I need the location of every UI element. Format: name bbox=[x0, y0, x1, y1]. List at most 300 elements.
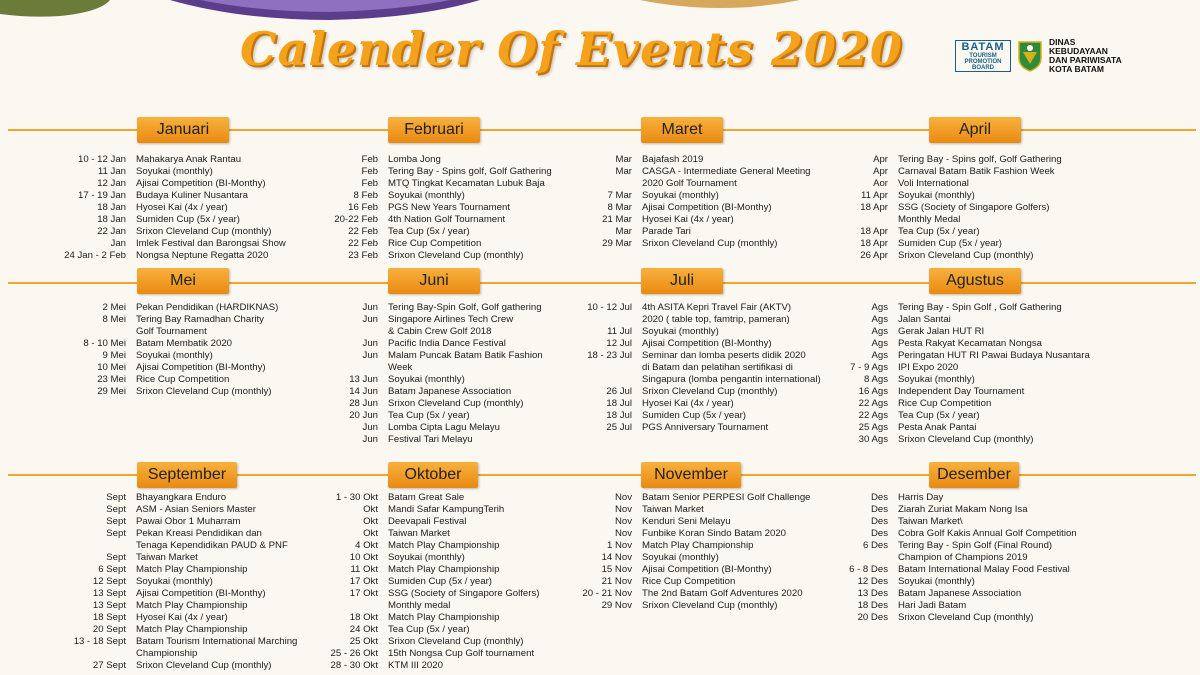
event-row bbox=[262, 238, 508, 250]
event-date: 6 - 8 Des bbox=[849, 564, 888, 575]
event-row bbox=[516, 564, 772, 576]
event-row bbox=[772, 588, 1022, 600]
event-date: 2 Mei bbox=[102, 302, 126, 313]
event-row bbox=[10, 492, 256, 504]
event-row bbox=[772, 386, 1025, 398]
event-date: Aor bbox=[873, 178, 888, 189]
event-name: Taiwan Market bbox=[388, 528, 450, 539]
event-row bbox=[516, 492, 811, 504]
event-name: Ajisai Competition (BI-Monthy) bbox=[642, 338, 772, 349]
event-date: 17 Okt bbox=[349, 588, 378, 599]
event-date: 24 Okt bbox=[349, 624, 378, 635]
event-row bbox=[772, 238, 1018, 250]
event-date: Sept bbox=[106, 492, 126, 503]
event-date: Jun bbox=[362, 422, 378, 433]
month-events-februari bbox=[262, 154, 552, 262]
event-row bbox=[516, 362, 793, 374]
event-name: Tea Cup (5x / year) bbox=[388, 624, 470, 635]
event-row bbox=[10, 166, 256, 178]
event-row bbox=[10, 190, 256, 202]
event-row bbox=[10, 552, 256, 564]
event-row bbox=[10, 636, 298, 648]
event-name: Rice Cup Competition bbox=[898, 398, 992, 409]
event-date: 8 Feb bbox=[353, 190, 378, 201]
event-date: Okt bbox=[363, 528, 378, 539]
event-name: Pekan Pendidikan (HARDIKNAS) bbox=[136, 302, 279, 313]
event-name: Voli International bbox=[898, 178, 969, 189]
event-name: Srixon Cleveland Cup (monthly) bbox=[642, 600, 778, 611]
event-name: Srixon Cleveland Cup (monthly) bbox=[388, 398, 524, 409]
event-date bbox=[772, 552, 898, 564]
event-name: Soyukai (monthly) bbox=[388, 190, 465, 201]
event-row bbox=[10, 350, 256, 362]
month-tab-februari: Februari bbox=[388, 117, 480, 143]
event-name: Taiwan Market bbox=[642, 504, 704, 515]
event-row bbox=[262, 386, 512, 398]
event-date: 10 - 12 Jul bbox=[587, 302, 632, 313]
event-name: Match Play Championship bbox=[388, 612, 500, 623]
event-date: 11 Jan bbox=[97, 166, 126, 177]
event-row bbox=[516, 154, 762, 166]
event-date bbox=[10, 326, 136, 338]
event-row bbox=[10, 624, 256, 636]
month-tab-maret: Maret bbox=[641, 117, 723, 143]
event-row bbox=[262, 350, 543, 362]
event-date bbox=[262, 362, 388, 374]
event-name: Mahakarya Anak Rantau bbox=[136, 154, 242, 165]
event-row bbox=[10, 338, 256, 350]
event-date: 13 - 18 Sept bbox=[73, 636, 126, 647]
event-date: 18 Apr bbox=[860, 202, 888, 213]
event-name: Seminar dan lomba peserts didik 2020 bbox=[642, 350, 806, 361]
event-row bbox=[262, 374, 508, 386]
event-name: Monthly medal bbox=[388, 600, 451, 611]
event-name: Soyukai (monthly) bbox=[388, 552, 465, 563]
event-date: 8 Ags bbox=[863, 374, 888, 385]
month-events-maret bbox=[516, 154, 811, 250]
event-name: Srixon Cleveland Cup (monthly) bbox=[642, 238, 778, 249]
event-date: 28 Jun bbox=[349, 398, 378, 409]
event-date: 12 Jul bbox=[606, 338, 632, 349]
event-row bbox=[772, 214, 1018, 226]
event-name: Batam Membatik 2020 bbox=[136, 338, 232, 349]
event-date: 22 Ags bbox=[858, 398, 888, 409]
event-date: Des bbox=[870, 528, 888, 539]
event-row bbox=[516, 552, 762, 564]
event-date: 11 Jul bbox=[607, 326, 632, 337]
event-name: Hyosei Kai (4x / year) bbox=[642, 214, 734, 225]
event-date: 13 Jun bbox=[349, 374, 378, 385]
event-name: Batam Japanese Association bbox=[898, 588, 1022, 599]
event-row bbox=[10, 600, 256, 612]
event-date: 18 Jan bbox=[97, 202, 126, 213]
event-row bbox=[10, 374, 256, 386]
event-row bbox=[10, 612, 256, 624]
event-row bbox=[262, 552, 508, 564]
event-date bbox=[516, 314, 642, 326]
event-date bbox=[772, 214, 898, 226]
event-name: Soyukai (monthly) bbox=[642, 190, 719, 201]
event-name: Rice Cup Competition bbox=[642, 576, 736, 587]
event-date: Apr bbox=[873, 166, 888, 177]
event-date: 8 - 10 Mei bbox=[83, 338, 126, 349]
event-date bbox=[516, 362, 642, 374]
event-name: Mandi Safar KampungTerih bbox=[388, 504, 505, 515]
event-row bbox=[262, 202, 508, 214]
event-row bbox=[262, 302, 542, 314]
event-row bbox=[262, 588, 540, 600]
event-name: Ajisai Competition (BI-Monthy) bbox=[136, 588, 266, 599]
event-date: 28 - 30 Okt bbox=[330, 660, 378, 671]
event-name: Singapore Airlines Tech Crew bbox=[388, 314, 514, 325]
event-date: 14 Nov bbox=[601, 552, 632, 563]
event-name: Srixon Cleveland Cup (monthly) bbox=[898, 612, 1034, 623]
event-row bbox=[262, 492, 508, 504]
event-row bbox=[516, 386, 778, 398]
event-name: Soyukai (monthly) bbox=[898, 374, 975, 385]
event-date: 22 Ags bbox=[858, 410, 888, 421]
event-date: 20 Des bbox=[857, 612, 888, 623]
event-name: Soyukai (monthly) bbox=[136, 166, 213, 177]
event-name: Sumiden Cup (5x / year) bbox=[388, 576, 492, 587]
event-date: Jan bbox=[110, 238, 126, 249]
event-name: SSG (Society of Singapore Golfers) bbox=[898, 202, 1050, 213]
event-date: 16 Ags bbox=[858, 386, 888, 397]
event-date: Ags bbox=[871, 326, 888, 337]
event-date: Mar bbox=[615, 226, 632, 237]
event-name: Tea Cup (5x / year) bbox=[388, 410, 470, 421]
month-tab-mei: Mei bbox=[137, 268, 229, 294]
batam-tourism-logo: BATAM TOURISM PROMOTION BOARD bbox=[955, 40, 1011, 72]
event-row bbox=[772, 434, 1034, 446]
event-row bbox=[262, 600, 508, 612]
event-name: Batam International Malay Food Festival bbox=[898, 564, 1070, 575]
event-date: Jun bbox=[362, 302, 378, 313]
event-date: Nov bbox=[614, 492, 632, 503]
event-row bbox=[262, 636, 524, 648]
event-row bbox=[262, 166, 552, 178]
event-row bbox=[516, 326, 762, 338]
event-date: 18 Jan bbox=[97, 214, 126, 225]
event-date: Jun bbox=[362, 434, 378, 445]
event-row bbox=[262, 528, 508, 540]
event-date: 25 Okt bbox=[349, 636, 378, 647]
event-row bbox=[262, 648, 535, 660]
event-row bbox=[262, 178, 545, 190]
event-date: 8 Mar bbox=[607, 202, 632, 213]
event-name: Pesta Rakyat Kecamatan Nongsa bbox=[898, 338, 1042, 349]
event-name: Match Play Championship bbox=[642, 540, 754, 551]
event-row bbox=[772, 612, 1034, 624]
event-row bbox=[772, 422, 1018, 434]
event-name: Sumiden Cup (5x / year) bbox=[136, 214, 240, 225]
event-row bbox=[10, 154, 256, 166]
event-name: Malam Puncak Batam Batik Fashion bbox=[388, 350, 543, 361]
event-date: 24 Jan - 2 Feb bbox=[64, 250, 126, 261]
event-row bbox=[10, 528, 262, 540]
dinas-label: DINAS KEBUDAYAAN DAN PARIWISATA KOTA BATAM bbox=[1049, 37, 1122, 74]
event-name: Taiwan Market bbox=[136, 552, 198, 563]
event-name: SSG (Society of Singapore Golfers) bbox=[388, 588, 540, 599]
event-row bbox=[516, 238, 778, 250]
event-date: 18 Jul bbox=[606, 398, 632, 409]
event-name: Tea Cup (5x / year) bbox=[898, 226, 980, 237]
event-name: Rice Cup Competition bbox=[136, 374, 230, 385]
event-name: Pekan Kreasi Pendidikan dan bbox=[136, 528, 262, 539]
event-name: 4th ASITA Kepri Travel Fair (AKTV) bbox=[642, 302, 792, 313]
event-name: MTQ Tingkat Kecamatan Lubuk Baja bbox=[388, 178, 545, 189]
event-date: 12 Sept bbox=[92, 576, 126, 587]
event-date: Des bbox=[870, 516, 888, 527]
event-name: Match Play Championship bbox=[388, 540, 500, 551]
event-row bbox=[516, 178, 762, 190]
event-date: 25 Ags bbox=[858, 422, 888, 433]
event-name: Sumiden Cup (5x / year) bbox=[642, 410, 746, 421]
event-row bbox=[10, 660, 272, 672]
event-name: Peringatan HUT RI Pawai Budaya Nusantara bbox=[898, 350, 1090, 361]
event-row bbox=[516, 600, 778, 612]
event-row bbox=[772, 226, 1018, 238]
event-row bbox=[516, 302, 792, 314]
event-name: Tering Bay - Spin Golf (Final Round) bbox=[898, 540, 1053, 551]
event-row bbox=[516, 374, 821, 386]
event-row bbox=[262, 226, 508, 238]
event-row bbox=[772, 552, 1028, 564]
event-date: 12 Jan bbox=[97, 178, 126, 189]
event-date: 1 Nov bbox=[606, 540, 632, 551]
event-row bbox=[516, 588, 803, 600]
event-name: Cobra Golf Kakis Annual Golf Competition bbox=[898, 528, 1077, 539]
event-name: Independent Day Tournament bbox=[898, 386, 1025, 397]
event-date: 18 - 23 Jul bbox=[587, 350, 632, 361]
event-date: 13 Sept bbox=[92, 588, 126, 599]
event-name: Lomba Jong bbox=[388, 154, 441, 165]
event-name: Tering Bay Ramadhan Charity bbox=[136, 314, 264, 325]
event-name: Funbike Koran Sindo Batam 2020 bbox=[642, 528, 786, 539]
event-name: Soyukai (monthly) bbox=[642, 552, 719, 563]
event-name: 4th Nation Golf Tournament bbox=[388, 214, 506, 225]
event-row bbox=[10, 504, 256, 516]
event-date: 18 Apr bbox=[860, 226, 888, 237]
month-events-juni bbox=[262, 302, 543, 446]
event-date: Feb bbox=[361, 154, 378, 165]
event-row bbox=[516, 350, 806, 362]
event-row bbox=[262, 250, 524, 262]
event-date: 27 Sept bbox=[92, 660, 126, 671]
event-row bbox=[516, 166, 811, 178]
event-name: Match Play Championship bbox=[136, 564, 248, 575]
event-name: Srixon Cleveland Cup (monthly) bbox=[388, 250, 524, 261]
event-name: Championship bbox=[136, 648, 198, 659]
event-row bbox=[772, 528, 1077, 540]
event-row bbox=[262, 410, 508, 422]
event-date bbox=[262, 326, 388, 338]
event-row bbox=[772, 398, 1018, 410]
event-date: Nov bbox=[614, 516, 632, 527]
event-name: Kenduri Seni Melayu bbox=[642, 516, 731, 527]
event-row bbox=[10, 250, 269, 262]
month-events-september bbox=[10, 492, 298, 672]
event-row bbox=[262, 540, 508, 552]
event-row bbox=[516, 226, 762, 238]
event-row bbox=[262, 314, 514, 326]
month-tab-november: November bbox=[641, 462, 741, 488]
event-row bbox=[516, 202, 772, 214]
event-row bbox=[262, 504, 508, 516]
event-name: Soyukai (monthly) bbox=[388, 374, 465, 385]
event-row bbox=[262, 154, 508, 166]
event-name: Srixon Cleveland Cup (monthly) bbox=[642, 386, 778, 397]
event-row bbox=[10, 540, 288, 552]
logo-group bbox=[955, 38, 1195, 74]
event-row bbox=[772, 576, 1018, 588]
event-name: Srixon Cleveland Cup (monthly) bbox=[898, 434, 1034, 445]
event-date: 23 Mei bbox=[97, 374, 126, 385]
event-row bbox=[516, 398, 762, 410]
event-date: 11 Apr bbox=[860, 190, 888, 201]
month-events-november bbox=[516, 492, 811, 612]
month-tab-juni: Juni bbox=[388, 268, 480, 294]
event-name: Soyukai (monthly) bbox=[136, 350, 213, 361]
event-row bbox=[10, 202, 256, 214]
event-date: Sept bbox=[106, 552, 126, 563]
event-row bbox=[516, 516, 762, 528]
event-name: PGS New Years Tournament bbox=[388, 202, 510, 213]
event-name: Budaya Kuliner Nusantara bbox=[136, 190, 248, 201]
event-row bbox=[516, 528, 786, 540]
event-row bbox=[516, 410, 762, 422]
event-row bbox=[516, 214, 762, 226]
event-row bbox=[772, 326, 1018, 338]
event-row bbox=[772, 374, 1018, 386]
event-name: Ajisai Competition (BI-Monthy) bbox=[642, 564, 772, 575]
event-name: Ziarah Zuriat Makam Nong Isa bbox=[898, 504, 1028, 515]
event-row bbox=[772, 154, 1062, 166]
event-name: Srixon Cleveland Cup (monthly) bbox=[136, 226, 272, 237]
event-name: Tering Bay-Spin Golf, Golf gathering bbox=[388, 302, 542, 313]
month-tab-april: April bbox=[929, 117, 1021, 143]
event-date: 18 Okt bbox=[349, 612, 378, 623]
month-events-juli bbox=[516, 302, 821, 434]
event-date: 11 Okt bbox=[350, 564, 378, 575]
event-row bbox=[772, 540, 1053, 552]
event-row bbox=[772, 516, 1018, 528]
top-decoration bbox=[0, 0, 1200, 22]
event-date: 6 Des bbox=[862, 540, 888, 551]
event-row bbox=[10, 576, 256, 588]
event-date: Okt bbox=[363, 504, 378, 515]
event-name: 2020 ( table top, famtrip, pameran) bbox=[642, 314, 790, 325]
event-date: Ags bbox=[871, 314, 888, 325]
event-date: 29 Nov bbox=[601, 600, 632, 611]
event-date: 17 - 19 Jan bbox=[77, 190, 126, 201]
event-row bbox=[10, 226, 272, 238]
event-name: Srixon Cleveland Cup (monthly) bbox=[388, 636, 524, 647]
event-date: 18 Sept bbox=[92, 612, 126, 623]
event-name: 15th Nongsa Cup Golf tournament bbox=[388, 648, 535, 659]
event-date: 20 Jun bbox=[349, 410, 378, 421]
event-date: Sept bbox=[106, 504, 126, 515]
month-tab-juli: Juli bbox=[641, 268, 723, 294]
event-date: 7 - 9 Ags bbox=[850, 362, 888, 373]
event-date: 9 Mei bbox=[102, 350, 126, 361]
event-name: Tering Bay - Spin Golf , Golf Gathering bbox=[898, 302, 1062, 313]
event-date: 26 Apr bbox=[860, 250, 888, 261]
month-events-januari bbox=[10, 154, 286, 262]
event-name: Pacific India Dance Festival bbox=[388, 338, 506, 349]
event-row bbox=[516, 504, 762, 516]
event-row bbox=[262, 660, 508, 672]
event-row bbox=[262, 214, 508, 226]
event-date: 13 Sept bbox=[92, 600, 126, 611]
event-date: Des bbox=[870, 492, 888, 503]
event-date: 20-22 Feb bbox=[334, 214, 378, 225]
event-name: Imlek Festival dan Barongsai Show bbox=[136, 238, 286, 249]
event-name: PGS Anniversary Tournament bbox=[642, 422, 769, 433]
event-date: 17 Okt bbox=[349, 576, 378, 587]
event-date: 7 Mar bbox=[607, 190, 632, 201]
event-name: Harris Day bbox=[898, 492, 944, 503]
event-date: Sept bbox=[106, 516, 126, 527]
event-name: Deevapali Festival bbox=[388, 516, 467, 527]
event-name: Tering Bay - Spins golf, Golf Gathering bbox=[388, 166, 552, 177]
event-name: Srixon Cleveland Cup (monthly) bbox=[898, 250, 1034, 261]
event-row bbox=[772, 190, 1018, 202]
event-row bbox=[772, 492, 1018, 504]
event-name: Soyukai (monthly) bbox=[136, 576, 213, 587]
month-events-desember bbox=[772, 492, 1077, 624]
event-row bbox=[262, 434, 508, 446]
event-row bbox=[10, 588, 266, 600]
event-row bbox=[10, 564, 256, 576]
event-name: ASM - Asian Seniors Master bbox=[136, 504, 256, 515]
event-date: 20 - 21 Nov bbox=[582, 588, 632, 599]
event-row bbox=[262, 564, 508, 576]
event-date: 26 Jul bbox=[606, 386, 632, 397]
event-row bbox=[516, 190, 762, 202]
event-name: Tea Cup (5x / year) bbox=[898, 410, 980, 421]
event-date: 21 Mar bbox=[602, 214, 632, 225]
event-row bbox=[772, 202, 1050, 214]
event-row bbox=[772, 166, 1055, 178]
event-date: Okt bbox=[363, 516, 378, 527]
event-date: 12 Des bbox=[857, 576, 888, 587]
event-name: & Cabin Crew Golf 2018 bbox=[388, 326, 492, 337]
event-row bbox=[10, 516, 256, 528]
event-date: 1 - 30 Okt bbox=[335, 492, 378, 503]
event-row bbox=[772, 350, 1090, 362]
event-name: Match Play Championship bbox=[388, 564, 500, 575]
event-name: 2020 Golf Tournament bbox=[642, 178, 737, 189]
event-row bbox=[772, 178, 1018, 190]
event-row bbox=[772, 564, 1070, 576]
event-date bbox=[10, 540, 136, 552]
event-row bbox=[10, 326, 256, 338]
crest-icon bbox=[1017, 40, 1043, 72]
event-name: Srixon Cleveland Cup (monthly) bbox=[136, 660, 272, 671]
event-name: Soyukai (monthly) bbox=[642, 326, 719, 337]
event-row bbox=[10, 302, 279, 314]
event-row bbox=[10, 314, 264, 326]
event-date: Sept bbox=[106, 528, 126, 539]
event-name: Jalan Santai bbox=[898, 314, 951, 325]
event-name: Gerak Jalan HUT RI bbox=[898, 326, 985, 337]
month-tab-oktober: Oktober bbox=[388, 462, 478, 488]
event-name: Match Play Championship bbox=[136, 624, 248, 635]
event-name: di Batam dan pelatihan sertifikasi di bbox=[642, 362, 793, 373]
event-row bbox=[772, 250, 1034, 262]
event-name: Srixon Cleveland Cup (monthly) bbox=[136, 386, 272, 397]
